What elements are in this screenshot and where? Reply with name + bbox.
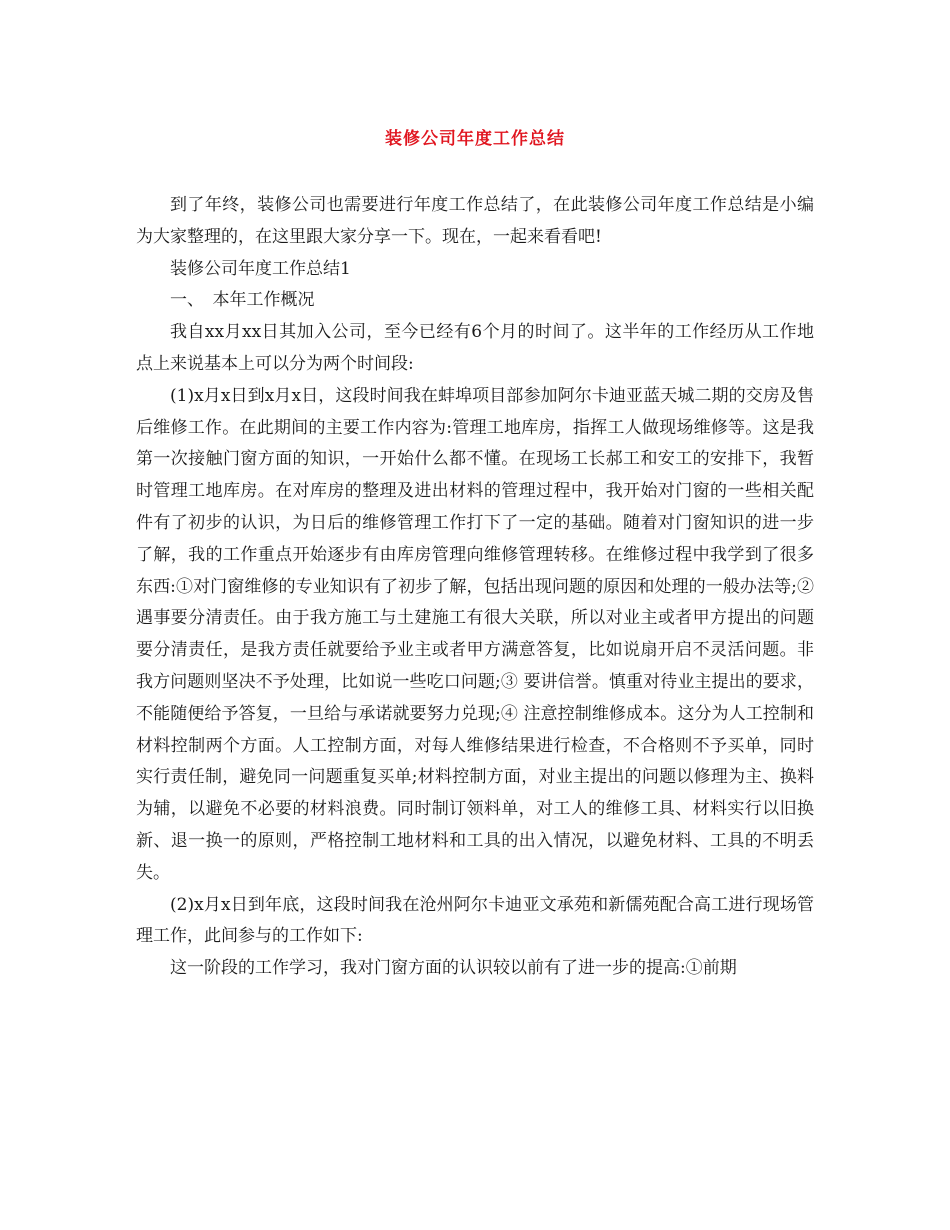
paragraph-period-2: (2)x月x日到年底，这段时间我在沧州阿尔卡迪亚文承苑和新儒苑配合高工进行现场管理工作，此间参与的工作如下: bbox=[136, 894, 814, 947]
document-title: 装修公司年度工作总结 bbox=[385, 129, 565, 149]
paragraph-learning: 这一阶段的工作学习，我对门窗方面的认识较以前有了进一步的提高:①前期 bbox=[170, 958, 737, 979]
paragraph-overview: 我自xx月xx日其加入公司，至今已经有6个月的时间了。这半年的工作经历从工作地点上来说基本上可以分为两个时间段: bbox=[136, 322, 814, 374]
document-body bbox=[136, 190, 814, 985]
subsection-heading: 一、 本年工作概况 bbox=[170, 290, 315, 311]
paragraph-period-1: (1)x月x日到x月x日，这段时间我在蚌埠项目部参加阿尔卡迪亚蓝天城二期的交房及售后维修工作。在此期间的主要工作内容为:管理工地库房，指挥工人做现场维修等。这是我第一次接触门窗方面的知识，一开始什么都不懂。在现场工长郝工和安工的安排下，我暂时管理工地库房。在对库房的整理及进出材料的管理过程中，我开始对门窗的一些相关配件有了初步的认识，为日后的维修管理工作打下了一定的基础。随着对门窗知识的进一步了解，我的工作重点开始逐步有由库房管理向维修管理转移。在维修过程中我学到了很多东西:①对门窗维修的专业知识有了初步了解，包括出现问题的原因和处理的一般办法等;② 遇事要分清责任。由于我方施工与土建施工有很大关联，所以对业主或者甲方提出的问题要分清责任，是我方责任就要给予业主或者甲方满意答复，比如说扇开启不灵活问题。非我方问题则坚决不予处理，比如说一些吃口问题;③ 要讲信誉。慎重对待业主提出的要求，不能随便给予答复，一旦给与承诺就要努力兑现;④ 注意控制维修成本。这分为人工控制和材料控制两个方面。人工控制方面，对每人维修结果进行检查，不合格则不予买单，同时实行责任制，避免同一问题重复买单;材料控制方面，对业主提出的问题以修理为主、换料为辅，以避免不必要的材料浪费。同时制订领料单，对工人的维修工具、材料实行以旧换新、退一换一的原则，严格控制工地材料和工具的出入情况，以避免材料、工具的不明丢失。 bbox=[136, 385, 814, 883]
section-heading: 装修公司年度工作总结1 bbox=[170, 258, 351, 279]
paragraph-intro: 到了年终，装修公司也需要进行年度工作总结了，在此装修公司年度工作总结是小编为大家整理的，在这里跟大家分享一下。现在，一起来看看吧! bbox=[136, 195, 814, 247]
